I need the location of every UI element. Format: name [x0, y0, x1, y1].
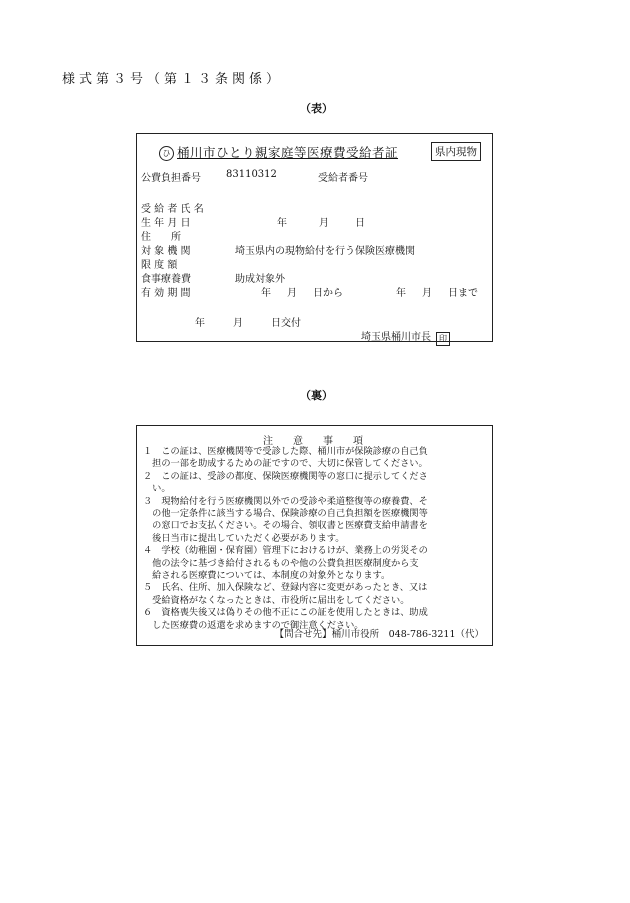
notice-line: 給される医療費については、本制度の対象外となります。: [143, 570, 391, 582]
back-side-label: （裏）: [300, 389, 333, 402]
official-seal: 印: [436, 332, 450, 346]
period-from-month-unit: 月: [287, 288, 297, 299]
public-number-value: 83110312: [226, 169, 277, 180]
recipient-name-label: 受 給 者 氏 名: [141, 204, 204, 215]
meal-expense-label: 食事療養費: [141, 274, 191, 285]
notice-line: ２ この証は、受診の都度、保険医療機関等の窓口に提示してくださ: [143, 470, 428, 482]
meal-expense-value: 助成対象外: [235, 274, 285, 285]
contact-info: 【問合せ先】桶川市役所 048-786-3211（代）: [274, 629, 484, 640]
period-until-year-unit: 年: [396, 288, 406, 299]
notice-line: した医療費の返還を求めますので御注意ください。: [143, 619, 364, 631]
validity-period-label: 有 効 期 間: [141, 288, 191, 299]
card-title: [159, 143, 398, 161]
notice-line: １ この証は、医療機関等で受診した際、桶川市が保険診療の自己負: [143, 446, 428, 457]
issuer-signature: [361, 328, 450, 346]
birthdate-label: 生 年 月 日: [141, 218, 191, 229]
birth-year-unit: 年: [277, 218, 287, 229]
prefecture-in-kind-badge: 県内現物: [431, 142, 481, 161]
recipient-certificate-card: [136, 133, 493, 342]
notice-line: ３ 現物給付を行う医療機関以外での受診や柔道整復等の療養費、そ: [143, 495, 428, 507]
birth-day-unit: 日: [355, 218, 365, 229]
address-label: 住 所: [141, 232, 181, 243]
notice-line: の他一定条件に該当する場合、保険診療の自己負担額を医療機関等: [143, 508, 428, 520]
notice-line: の窓口でお支払ください。その場合、領収書と医療費支給申請書を: [143, 520, 428, 532]
notice-line: い。: [143, 483, 171, 495]
notice-line: 他の法令に基づき給付されるものや他の公費負担医療制度から支: [143, 557, 419, 569]
issuer-name: 埼玉県桶川市長: [361, 332, 431, 343]
notice-line: 担の一部を助成するための証ですので、大切に保管してください。: [143, 458, 428, 470]
target-institution-label: 対 象 機 関: [141, 246, 191, 257]
notice-box: [136, 425, 493, 646]
issue-day-unit: 日交付: [271, 318, 301, 329]
period-from-day-unit: 日から: [313, 288, 343, 299]
recipient-number-label: 受給者番号: [318, 173, 368, 184]
period-until-month-unit: 月: [422, 288, 432, 299]
circled-hi-mark: ひ: [159, 146, 174, 161]
limit-amount-label: 限 度 額: [141, 260, 178, 271]
birth-month-unit: 月: [319, 218, 329, 229]
front-side-label: （表）: [300, 102, 333, 115]
notice-title: 注 意 事 項: [263, 436, 363, 447]
notice-line: ４ 学校（幼稚園・保育園）管理下におけるけが、業務上の労災その: [143, 545, 428, 557]
card-title-text: 桶川市ひとり親家庭等医療費受給者証: [177, 145, 399, 160]
issue-year-unit: 年: [195, 318, 205, 329]
public-number-label: 公費負担番号: [141, 173, 201, 184]
period-from-year-unit: 年: [261, 288, 271, 299]
notice-line: 受給資格がなくなったときは、市役所に届出をしてください。: [143, 594, 410, 606]
notice-line: ６ 資格喪失後又は偽りその他不正にこの証を使用したときは、助成: [143, 607, 428, 619]
notice-line: ５ 氏名、住所、加入保険など、登録内容に変更があったとき、又は: [143, 582, 428, 594]
issue-month-unit: 月: [233, 318, 243, 329]
notice-body: [143, 446, 488, 632]
form-number: 様式第３号（第１３条関係）: [62, 72, 284, 87]
target-institution-value: 埼玉県内の現物給付を行う保険医療機関: [235, 246, 415, 257]
period-until-day-unit: 日まで: [448, 288, 478, 299]
notice-line: 後日当市に提出していただく必要があります。: [143, 532, 345, 544]
